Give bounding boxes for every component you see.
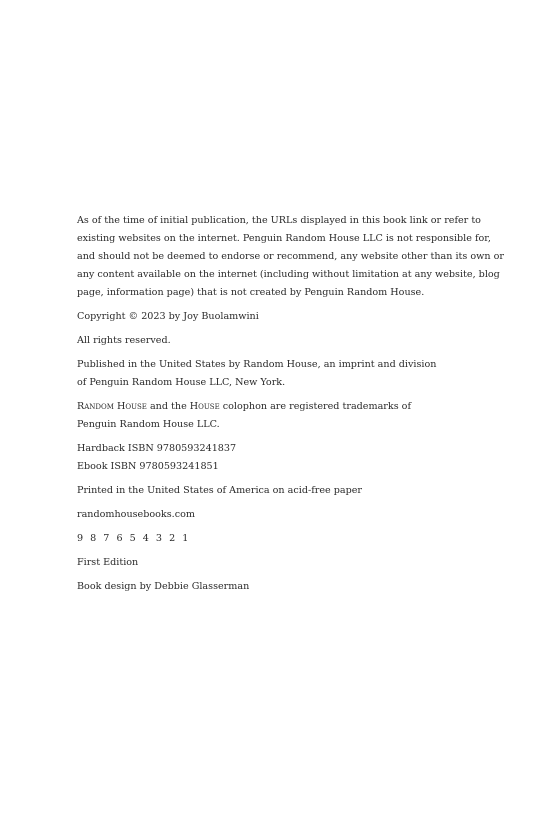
rights-notice — [77, 332, 457, 350]
trademark-line: Penguin Random House LLC. — [77, 419, 220, 430]
edition-line: First Edition — [77, 557, 139, 568]
isbn-block — [77, 440, 457, 476]
url-disclaimer-line: page, information page) that is not created by Penguin Random House. — [77, 287, 425, 298]
copyright-notice — [77, 308, 457, 326]
printed-notice — [77, 482, 457, 500]
url-disclaimer-line: As of the time of initial publication, the URLs displayed in this book link or refer to — [77, 215, 481, 226]
design-line: Book design by Debbie Glasserman — [77, 581, 250, 592]
printing-numbers: 9 8 7 6 5 4 3 2 1 — [77, 533, 189, 544]
random-house-mark: Random House — [77, 401, 147, 412]
url-disclaimer-line: any content available on the internet (including without limitation at any website, blog — [77, 269, 500, 280]
copyright-page-text — [77, 212, 504, 602]
rights-line: All rights reserved. — [77, 335, 171, 346]
publisher-line: Published in the United States by Random House, an imprint and division — [77, 359, 437, 370]
publisher-notice — [77, 356, 457, 392]
url-disclaimer-line: and should not be deemed to endorse or recommend, any website other than its own or — [77, 251, 504, 262]
printed-line: Printed in the United States of America on acid-free paper — [77, 485, 363, 496]
house-mark: House — [189, 401, 220, 412]
publisher-website — [77, 506, 457, 524]
trademark-notice — [77, 398, 457, 434]
publisher-line: of Penguin Random House LLC, New York. — [77, 377, 286, 388]
edition-notice — [77, 554, 457, 572]
url-disclaimer-line: existing websites on the internet. Penguin Random House LLC is not responsible for, — [77, 233, 491, 244]
copyright-line: Copyright © 2023 by Joy Buolamwini — [77, 311, 259, 322]
printing-line — [77, 530, 457, 548]
ebook-isbn: Ebook ISBN 9780593241851 — [77, 461, 219, 472]
trademark-text: and the — [146, 401, 190, 412]
trademark-line — [77, 398, 457, 416]
website-line: randomhousebooks.com — [77, 509, 195, 520]
design-credit — [77, 578, 457, 596]
url-disclaimer — [77, 212, 504, 302]
trademark-text: colophon are registered trademarks of — [219, 401, 411, 412]
hardback-isbn: Hardback ISBN 9780593241837 — [77, 443, 237, 454]
